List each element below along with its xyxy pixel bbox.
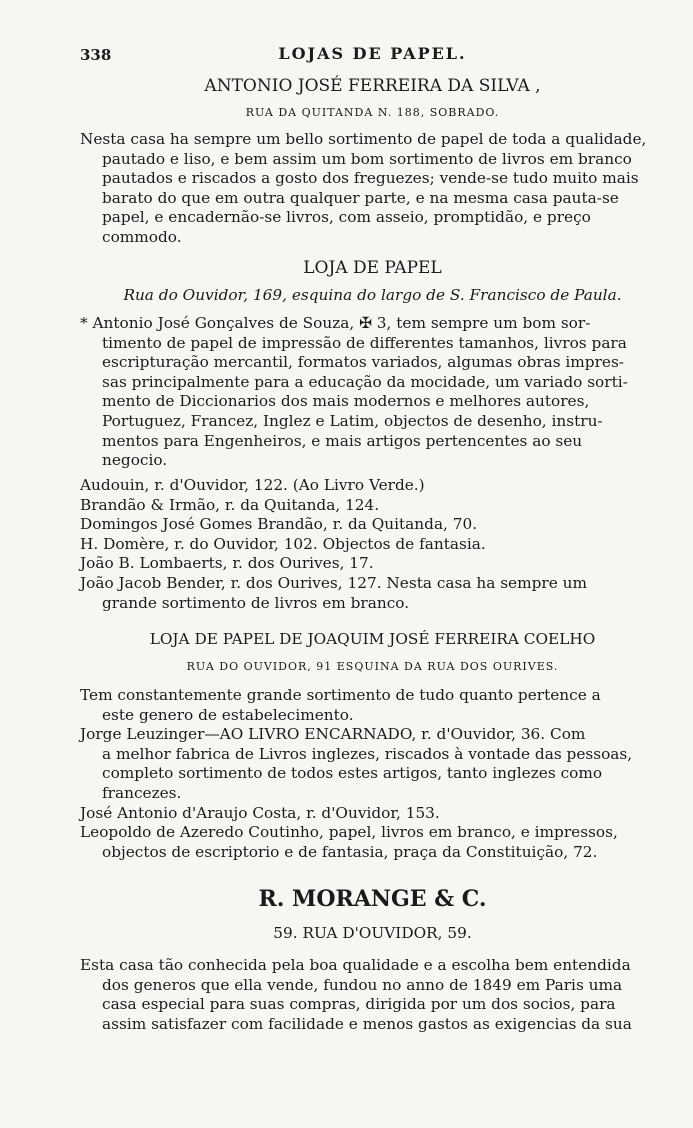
shop2-line: mento de Diccionarios dos mais modernos e melhores autores, <box>102 392 590 411</box>
shop1-line: papel, e encadernão-se livros, com asseio, promptidão, e preço <box>102 208 591 227</box>
entry: Brandão & Irmão, r. da Quitanda, 124. <box>80 495 380 514</box>
shop3-line: a melhor fabrica de Livros inglezes, riscados à vontade das pessoas, <box>102 744 633 763</box>
shop4-heading: R. MORANGE & C. <box>258 886 487 912</box>
running-title: LOJAS DE PAPEL. <box>278 44 467 63</box>
shop3-line: Leopoldo de Azeredo Coutinho, papel, livros em branco, e impressos, <box>80 823 618 842</box>
shop3-line: Jorge Leuzinger—AO LIVRO ENCARNADO, r. d'Ouvidor, 36. Com <box>80 725 586 744</box>
shop1-heading: ANTONIO JOSÉ FERREIRA DA SILVA , <box>204 76 541 96</box>
shop2-heading: LOJA DE PAPEL <box>303 258 442 278</box>
shop4-subheading: 59. RUA D'OUVIDOR, 59. <box>273 924 472 942</box>
shop1-line: pautados e riscados a gosto dos freguezes; vende-se tudo muito mais <box>102 169 639 188</box>
shop1-line: Nesta casa ha sempre um bello sortimento de papel de toda a qualidade, <box>80 130 647 148</box>
shop2-line: Portuguez, Francez, Inglez e Latim, objectos de desenho, instru- <box>102 411 603 430</box>
entry: Audouin, r. d'Ouvidor, 122. (Ao Livro Verde.) <box>80 476 425 494</box>
shop2-subheading: Rua do Ouvidor, 169, esquina do largo de S. Francisco de Paula. <box>123 286 622 304</box>
shop3-line: completo sortimento de todos estes artigos, tanto inglezes como <box>102 764 603 783</box>
shop1-line: commodo. <box>102 227 182 246</box>
shop4-line: dos generos que ella vende, fundou no anno de 1849 em Paris uma <box>102 975 623 994</box>
shop2-line: timento de papel de impressão de differentes tamanhos, livros para <box>102 333 627 352</box>
entry: Domingos José Gomes Brandão, r. da Quitanda, 70. <box>80 515 478 534</box>
shop1-paragraph <box>80 130 652 248</box>
shop3-line: José Antonio d'Araujo Costa, r. d'Ouvidor, 153. <box>80 803 440 822</box>
entries-list <box>80 476 652 613</box>
page-number: 338 <box>80 46 112 64</box>
shop4-line: Esta casa tão conhecida pela boa qualidade e a escolha bem entendida <box>80 956 631 974</box>
shop3-line: Tem constantemente grande sortimento de tudo quanto pertence a <box>80 686 601 704</box>
shop1-line: barato do que em outra qualquer parte, e na mesma casa pauta-se <box>102 188 619 207</box>
shop2-line: * Antonio José Gonçalves de Souza, ✠ 3, tem sempre um bom sor- <box>80 314 591 332</box>
shop2-paragraph <box>80 314 652 471</box>
shop2-line: escripturação mercantil, formatos variados, algumas obras impres- <box>102 353 624 372</box>
entry: João Jacob Bender, r. dos Ourives, 127. Nesta casa ha sempre um <box>80 573 587 592</box>
shop3-line: objectos de escriptorio e de fantasia, praça da Constituição, 72. <box>102 842 598 861</box>
entry: João B. Lombaerts, r. dos Ourives, 17. <box>80 554 374 573</box>
shop4-paragraph <box>80 956 652 1034</box>
shop2-line: mentos para Engenheiros, e mais artigos pertencentes ao seu <box>102 431 583 450</box>
running-head <box>80 44 665 70</box>
shop4-line: assim satisfazer com facilidade e menos gastos as exigencias da sua <box>102 1014 632 1033</box>
shop1-line: pautado e liso, e bem assim um bom sortimento de livros em branco <box>102 149 632 168</box>
shop3-heading: LOJA DE PAPEL DE JOAQUIM JOSÉ FERREIRA COELHO <box>149 630 596 648</box>
shop3-subheading: RUA DO OUVIDOR, 91 ESQUINA DA RUA DOS OURIVES. <box>186 660 559 673</box>
shop3-line: francezes. <box>102 783 182 802</box>
shop3-line: este genero de estabelecimento. <box>102 705 354 724</box>
shop2-line: negocio. <box>102 451 168 470</box>
shop2-line: sas principalmente para a educação da mocidade, um variado sorti- <box>102 372 628 391</box>
shop1-subheading: RUA DA QUITANDA N. 188, SOBRADO. <box>245 106 500 119</box>
shop3-paragraph <box>80 686 652 862</box>
shop4-line: casa especial para suas compras, dirigida por um dos socios, para <box>102 995 616 1014</box>
entry: grande sortimento de livros em branco. <box>102 593 410 612</box>
entry: H. Domère, r. do Ouvidor, 102. Objectos de fantasia. <box>80 534 486 553</box>
